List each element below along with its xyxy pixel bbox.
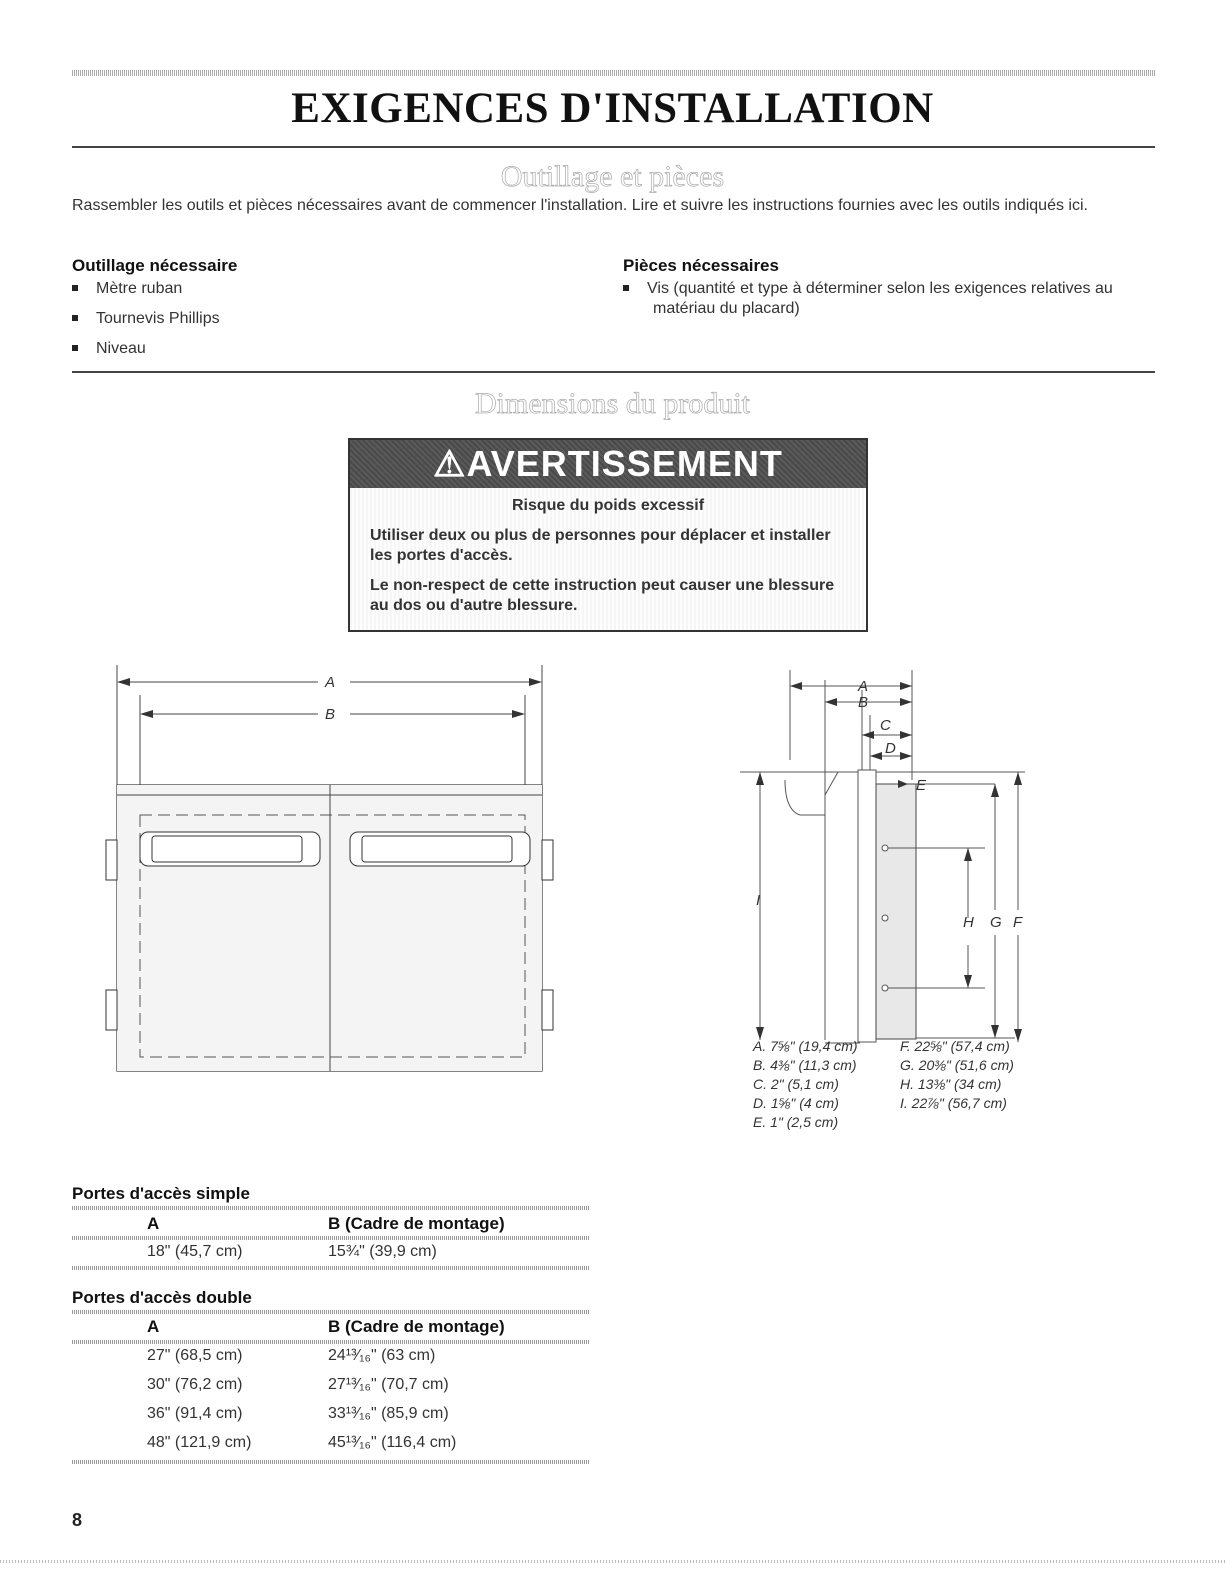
page-number: 8 [72, 1510, 83, 1530]
legend-item: B. 4⅜" (11,3 cm) [753, 1057, 857, 1073]
tool-item: Tournevis Phillips [72, 309, 220, 329]
parts-title: Pièces nécessaires [623, 256, 779, 275]
table-cell: 45¹³⁄₁₆" (116,4 cm) [328, 1434, 457, 1451]
double-col-a-header: A [147, 1317, 160, 1336]
part-item: Vis (quantité et type à déterminer selon les exigences relatives au matériau du placard) [623, 279, 1113, 319]
warning-paragraph-1: Utiliser deux ou plus de personnes pour déplacer et installer les portes d'accès. [370, 527, 831, 564]
dimensions-section-heading: Dimensions du produit [475, 387, 750, 420]
tool-item: Mètre ruban [72, 279, 182, 299]
side-label-i: I [756, 892, 761, 909]
table-cell: 30" (76,2 cm) [147, 1376, 243, 1393]
warning-subtitle: Risque du poids excessif [511, 497, 705, 514]
single-table-title: Portes d'accès simple [72, 1184, 250, 1203]
tool-item: Niveau [72, 339, 146, 359]
table-rule [72, 1460, 590, 1464]
page-title: EXIGENCES D'INSTALLATION [291, 85, 934, 132]
tools-intro: Rassembler les outils et pièces nécessaires avant de commencer l'installation. Lire et suivre les instructions fournies avec les outils indiqués ici. [72, 197, 1088, 214]
side-label-h: H [963, 914, 974, 931]
bullet-icon [72, 345, 78, 351]
double-table-title: Portes d'accès double [72, 1288, 252, 1307]
front-view-diagram [100, 660, 560, 1120]
side-label-f: F [1013, 914, 1023, 931]
table-rule [72, 1206, 590, 1210]
side-label-g: G [990, 914, 1002, 931]
tools-section-heading: Outillage et pièces [500, 160, 725, 193]
warning-paragraph-2: Le non-respect de cette instruction peut causer une blessure au dos ou d'autre blessure. [370, 577, 835, 614]
legend-item: F. 22⅝" (57,4 cm) [900, 1038, 1010, 1054]
side-label-a: A [858, 678, 869, 695]
side-label-e: E [916, 777, 927, 794]
bottom-dotted-rule [0, 1560, 1225, 1563]
table-cell: 15¾" (39,9 cm) [328, 1243, 437, 1260]
legend-item: G. 20⅜" (51,6 cm) [900, 1057, 1014, 1073]
legend-item: H. 13⅜" (34 cm) [900, 1076, 1002, 1092]
title-rule [72, 146, 1155, 148]
warning-box [348, 438, 868, 632]
legend-item: D. 1⅝" (4 cm) [753, 1095, 839, 1111]
table-rule [72, 1340, 590, 1344]
side-label-c: C [880, 717, 891, 734]
table-cell: 36" (91,4 cm) [147, 1405, 243, 1422]
bullet-icon [623, 285, 629, 291]
legend-item: C. 2" (5,1 cm) [753, 1076, 839, 1092]
table-cell: 24¹³⁄₁₆" (63 cm) [328, 1347, 436, 1364]
legend-item: I. 22⅞" (56,7 cm) [900, 1095, 1007, 1111]
side-view-diagram [740, 660, 1040, 1060]
dimension-label-a: A [325, 674, 336, 691]
tools-title: Outillage nécessaire [72, 256, 238, 275]
section-rule [72, 371, 1155, 373]
legend-item: E. 1" (2,5 cm) [753, 1114, 839, 1130]
warning-triangle-icon: ⚠ [433, 443, 467, 484]
warning-banner: ⚠AVERTISSEMENT [350, 440, 866, 488]
table-rule [72, 1236, 590, 1240]
legend-item: A. 7⅝" (19,4 cm) [753, 1038, 858, 1054]
side-label-d: D [885, 740, 896, 757]
dimension-label-b: B [325, 706, 336, 723]
table-cell: 27" (68,5 cm) [147, 1347, 243, 1364]
table-cell: 27¹³⁄₁₆" (70,7 cm) [328, 1376, 449, 1393]
double-col-b-header: B (Cadre de montage) [328, 1317, 505, 1336]
table-cell: 48" (121,9 cm) [147, 1434, 252, 1451]
bullet-icon [72, 285, 78, 291]
table-rule [72, 1266, 590, 1270]
warning-body [350, 488, 866, 630]
table-cell: 33¹³⁄₁₆" (85,9 cm) [328, 1405, 449, 1422]
single-col-a-header: A [147, 1214, 160, 1233]
table-cell: 18" (45,7 cm) [147, 1243, 243, 1260]
side-label-b: B [858, 694, 869, 711]
top-dotted-rule [72, 70, 1155, 76]
table-rule [72, 1310, 590, 1314]
bullet-icon [72, 315, 78, 321]
single-col-b-header: B (Cadre de montage) [328, 1214, 505, 1233]
